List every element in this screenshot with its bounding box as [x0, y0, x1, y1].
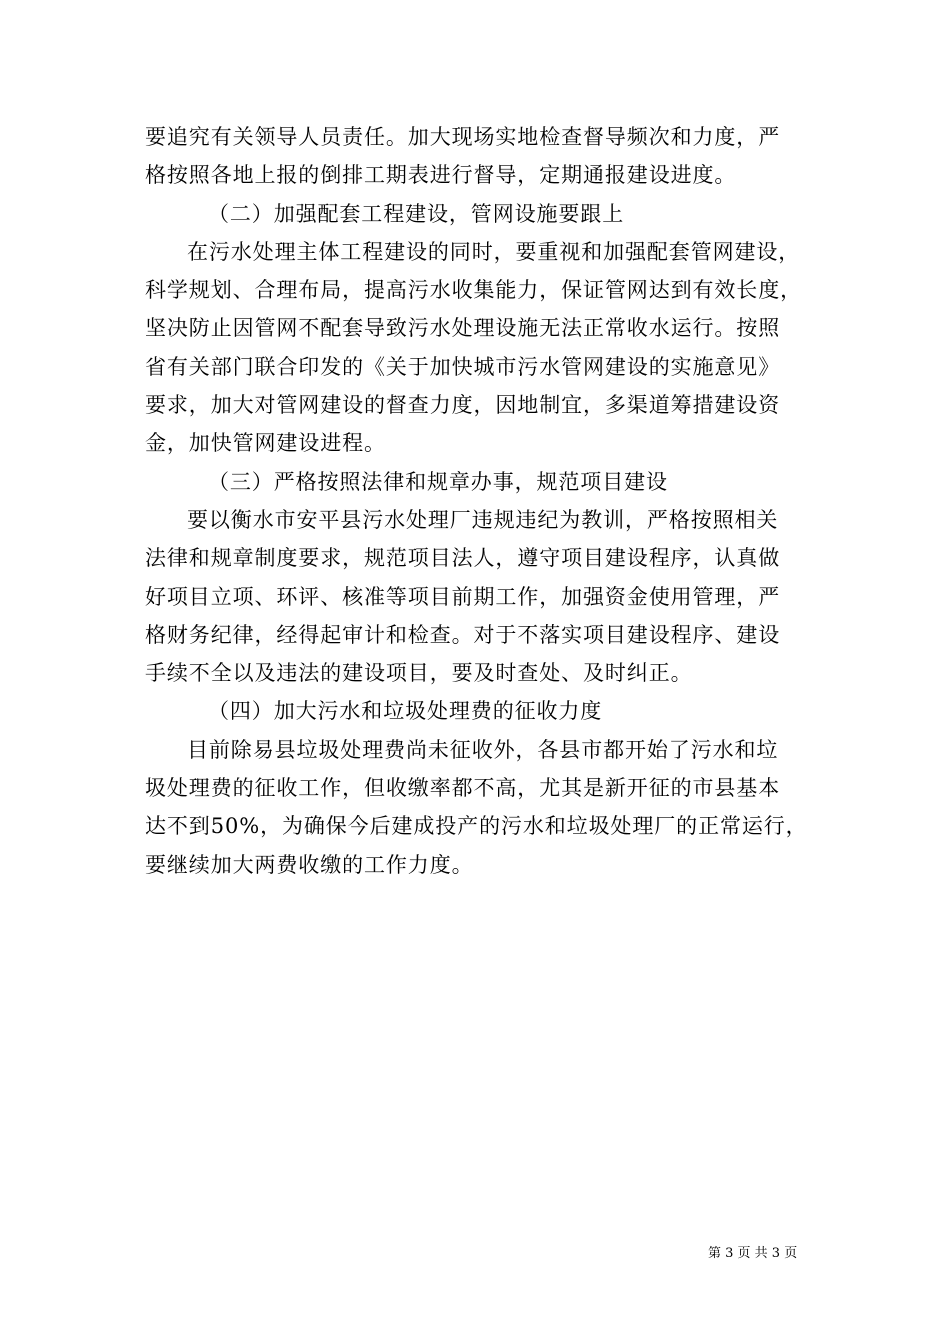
- text-line: 要追究有关领导人员责任。加大现场实地检查督导频次和力度，严: [145, 125, 781, 149]
- section-heading: （三）严格按照法律和规章办事，规范项目建设: [208, 469, 668, 494]
- text-line: 法律和规章制度要求，规范项目法人，遵守项目建设程序，认真做: [145, 546, 781, 571]
- text-line: 达不到50%，为确保今后建成投产的污水和垃圾处理厂的正常运行，: [145, 814, 808, 839]
- section-heading: （四）加大污水和垃圾处理费的征收力度: [208, 699, 603, 724]
- text-line: 圾处理费的征收工作，但收缴率都不高，尤其是新开征的市县基本: [145, 776, 781, 801]
- document-body: [145, 118, 810, 884]
- text-line: 省有关部门联合印发的《关于加快城市污水管网建设的实施意见》: [145, 354, 781, 379]
- text-line: 目前除易县垃圾处理费尚未征收外，各县市都开始了污水和垃: [187, 737, 779, 762]
- text-line: 要以衡水市安平县污水处理厂违规违纪为教训，严格按照相关: [187, 507, 779, 532]
- text-line: 格财务纪律，经得起审计和检查。对于不落实项目建设程序、建设: [145, 622, 781, 647]
- text-line: 要求，加大对管网建设的督查力度，因地制宜，多渠道筹措建设资: [145, 393, 781, 418]
- page-number: 第 3 页 共 3 页: [708, 1246, 798, 1261]
- section-heading: （二）加强配套工程建设，管网设施要跟上: [208, 201, 625, 226]
- text-line: 在污水处理主体工程建设的同时，要重视和加强配套管网建设，: [187, 239, 801, 264]
- text-line: 科学规划、合理布局，提高污水收集能力，保证管网达到有效长度，: [145, 278, 802, 303]
- text-line: 格按照各地上报的倒排工期表进行督导，定期通报建设进度。: [145, 163, 737, 188]
- text-line: 手续不全以及违法的建设项目，要及时查处、及时纠正。: [145, 661, 693, 686]
- text-line: 金，加快管网建设进程。: [145, 431, 386, 456]
- text-line: 好项目立项、环评、核准等项目前期工作，加强资金使用管理，严: [145, 584, 781, 609]
- text-line: 坚决防止因管网不配套导致污水处理设施无法正常收水运行。按照: [145, 316, 781, 341]
- text-line: 要继续加大两费收缴的工作力度。: [145, 852, 474, 877]
